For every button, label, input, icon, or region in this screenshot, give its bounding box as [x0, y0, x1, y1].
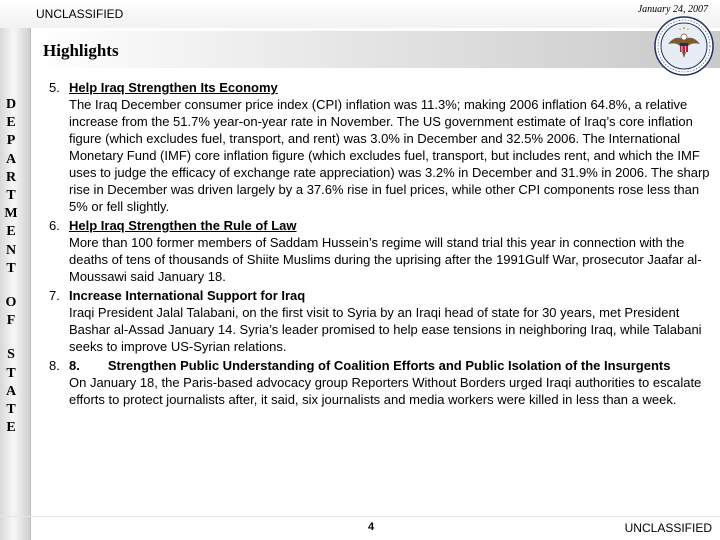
- sidebar-letter: P: [6, 133, 16, 149]
- highlights-list: [49, 79, 711, 410]
- title-bar: [30, 31, 720, 68]
- item-number: 6.: [49, 218, 60, 233]
- sidebar-letter: E: [6, 420, 16, 436]
- sidebar-letter: D: [5, 97, 17, 112]
- sidebar-letter: E: [6, 224, 16, 240]
- highlight-item-5: [49, 79, 711, 215]
- item-heading: Help Iraq Strengthen the Rule of Law: [69, 218, 297, 233]
- item-heading: Increase International Support for Iraq: [69, 288, 306, 303]
- sidebar-letter: F: [6, 313, 16, 329]
- highlight-item-6: [49, 217, 711, 285]
- item-heading: Strengthen Public Understanding of Coalition Efforts and Public Isolation of the Insurgents: [107, 358, 671, 373]
- sidebar-letter: [0, 330, 22, 346]
- footer-divider: [0, 516, 720, 517]
- sidebar-department-of-state-label: [0, 96, 22, 437]
- sidebar-letter: N: [5, 242, 17, 258]
- page-number: 4: [368, 521, 375, 533]
- slide-date: January 24, 2007: [637, 4, 708, 15]
- item-body: Iraqi President Jalal Talabani, on the first visit to Syria by an Iraqi head of state for 30 years, met President Bashar al-Assad January 14. Syria’s leader promised to help ease tensions in neighboring Iraq, while Talabani seeks to improve US-Syrian relations.: [69, 305, 702, 354]
- sidebar-letter: M: [4, 206, 18, 222]
- state-department-seal-icon: [654, 16, 714, 76]
- sidebar-letter: A: [5, 383, 17, 399]
- highlight-item-7: [49, 287, 711, 355]
- item-body: The Iraq December consumer price index (CPI) inflation was 11.3%; making 2006 inflation 64.8%, a relative increase from the 51.7% year-on-year rate in November. The US government estimate of Iraq’s core inflation figure (which excludes fuel, transport, and rent) was 3.0% in December and 32.5% 2006. The International Monetary Fund (IMF) core inflation figure (which excludes fuel, transport, but includes rent, and which the IMF uses to judge the efficacy of exchange rate appreciation) was 3.2% in December and 31.9% in 2006. The sharp rise in December was driven largely by a 37.6% rise in fuel prices, while other CPI components rose less than 5% or fell slightly.: [69, 97, 710, 214]
- sidebar-letter: T: [6, 365, 16, 381]
- item-number: 8.: [49, 358, 60, 373]
- sidebar-letter: R: [5, 169, 17, 185]
- item-body: More than 100 former members of Saddam Hussein’s regime will stand trial this year in connection with the deaths of tens of thousands of Shiite Muslims during the uprising after the 1991Gulf War, prosecutor Jaafar al-Moussawi said January 18.: [69, 235, 702, 284]
- item-heading: Help Iraq Strengthen Its Economy: [69, 80, 278, 95]
- item-body: On January 18, the Paris-based advocacy group Reporters Without Borders urged Iraqi authorities to escalate efforts to protect journalists after, it said, six journalists and media workers were killed in less than a week.: [69, 375, 702, 407]
- item-heading-prefix: 8.: [69, 358, 80, 373]
- item-number: 7.: [49, 288, 60, 303]
- classification-top: UNCLASSIFIED: [36, 7, 124, 21]
- sidebar-letter: E: [6, 115, 16, 131]
- sidebar-letter: A: [5, 151, 17, 167]
- highlight-item-8: [49, 357, 711, 408]
- sidebar-letter: S: [7, 347, 15, 363]
- sidebar-letter: O: [5, 295, 17, 311]
- sidebar-letter: T: [6, 402, 16, 418]
- classification-bottom: UNCLASSIFIED: [624, 521, 712, 535]
- sidebar-letter: T: [6, 260, 16, 276]
- sidebar-letter: T: [6, 188, 16, 204]
- slide-title: Highlights: [43, 41, 119, 60]
- item-number: 5.: [49, 80, 60, 95]
- sidebar-letter: [0, 278, 22, 294]
